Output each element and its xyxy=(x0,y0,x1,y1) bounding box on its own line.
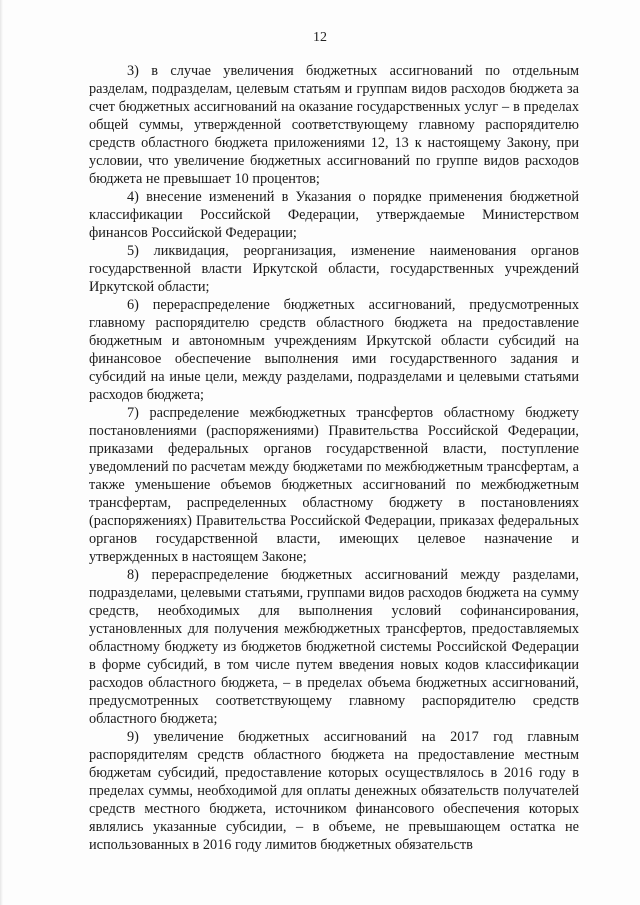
paragraph-item-8: 8) перераспределение бюджетных ассигнований между разделами, подразделами, целевыми статьями, группами видов расходов бюджета на сумму средств, необходимых для выполнения условий софинансирования, установленных для получения межбюджетных трансфертов, предоставляемых областному бюджету из бюджетов бюджетной системы Российской Федерации в форме субсидий, в том числе путем введения новых кодов классификации расходов областного бюджета, – в пределах объема бюджетных ассигнований, предусмотренных соответствующему главному распорядителю средств областного бюджета; xyxy=(89,567,579,727)
paragraph-item-3: 3) в случае увеличения бюджетных ассигнований по отдельным разделам, подразделам, целевым статьям и группам видов расходов бюджета за счет бюджетных ассигнований на оказание государственных услуг – в пределах общей суммы, утвержденной соответствующему главному распорядителю средств областного бюджета приложениями 12, 13 к настоящему Закону, при условии, что увеличение бюджетных ассигнований по группе видов расходов бюджета не превышает 10 процентов; xyxy=(89,63,579,187)
page-number: 12 xyxy=(313,30,327,45)
paragraph-item-7: 7) распределение межбюджетных трансфертов областному бюджету постановлениями (распоряжениями) Правительства Российской Федерации, приказами федеральных органов государственной власти, поступление уведомлений по расчетам между бюджетами по межбюджетным трансфертам, а также уменьшение объемов бюджетных ассигнований по межбюджетным трансфертам, распределенных областному бюджету в постановлениях (распоряжениях) Правительства Российской Федерации, приказах федеральных органов государственной власти, имеющих целевое назначение и утвержденных в настоящем Законе; xyxy=(89,405,579,565)
paragraph-item-6: 6) перераспределение бюджетных ассигнований, предусмотренных главному распорядителю средств областного бюджета на предоставление бюджетным и автономным учреждениям Иркутской области субсидий на финансовое обеспечение выполнения ими государственного задания и субсидий на иные цели, между разделами, подразделами и целевыми статьями расходов бюджета; xyxy=(89,297,579,403)
paragraph-item-4: 4) внесение изменений в Указания о порядке применения бюджетной классификации Российской Федерации, утверждаемые Министерством финансов Российской Федерации; xyxy=(89,189,579,241)
paragraph-item-5: 5) ликвидация, реорганизация, изменение наименования органов государственной власти Иркутской области, государственных учреждений Иркутской области; xyxy=(89,243,579,295)
scan-edge xyxy=(0,0,3,905)
document-body xyxy=(89,62,579,854)
paragraph-item-9: 9) увеличение бюджетных ассигнований на 2017 год главным распорядителям средств областного бюджета на предоставление местным бюджетам субсидий, предоставление которых осуществлялось в 2016 году в пределах суммы, необходимой для оплаты денежных обязательств получателей средств местного бюджета, источником финансового обеспечения которых являлись указанные субсидии, – в объеме, не превышающем остатка не использованных в 2016 году лимитов бюджетных обязательств xyxy=(89,729,579,853)
